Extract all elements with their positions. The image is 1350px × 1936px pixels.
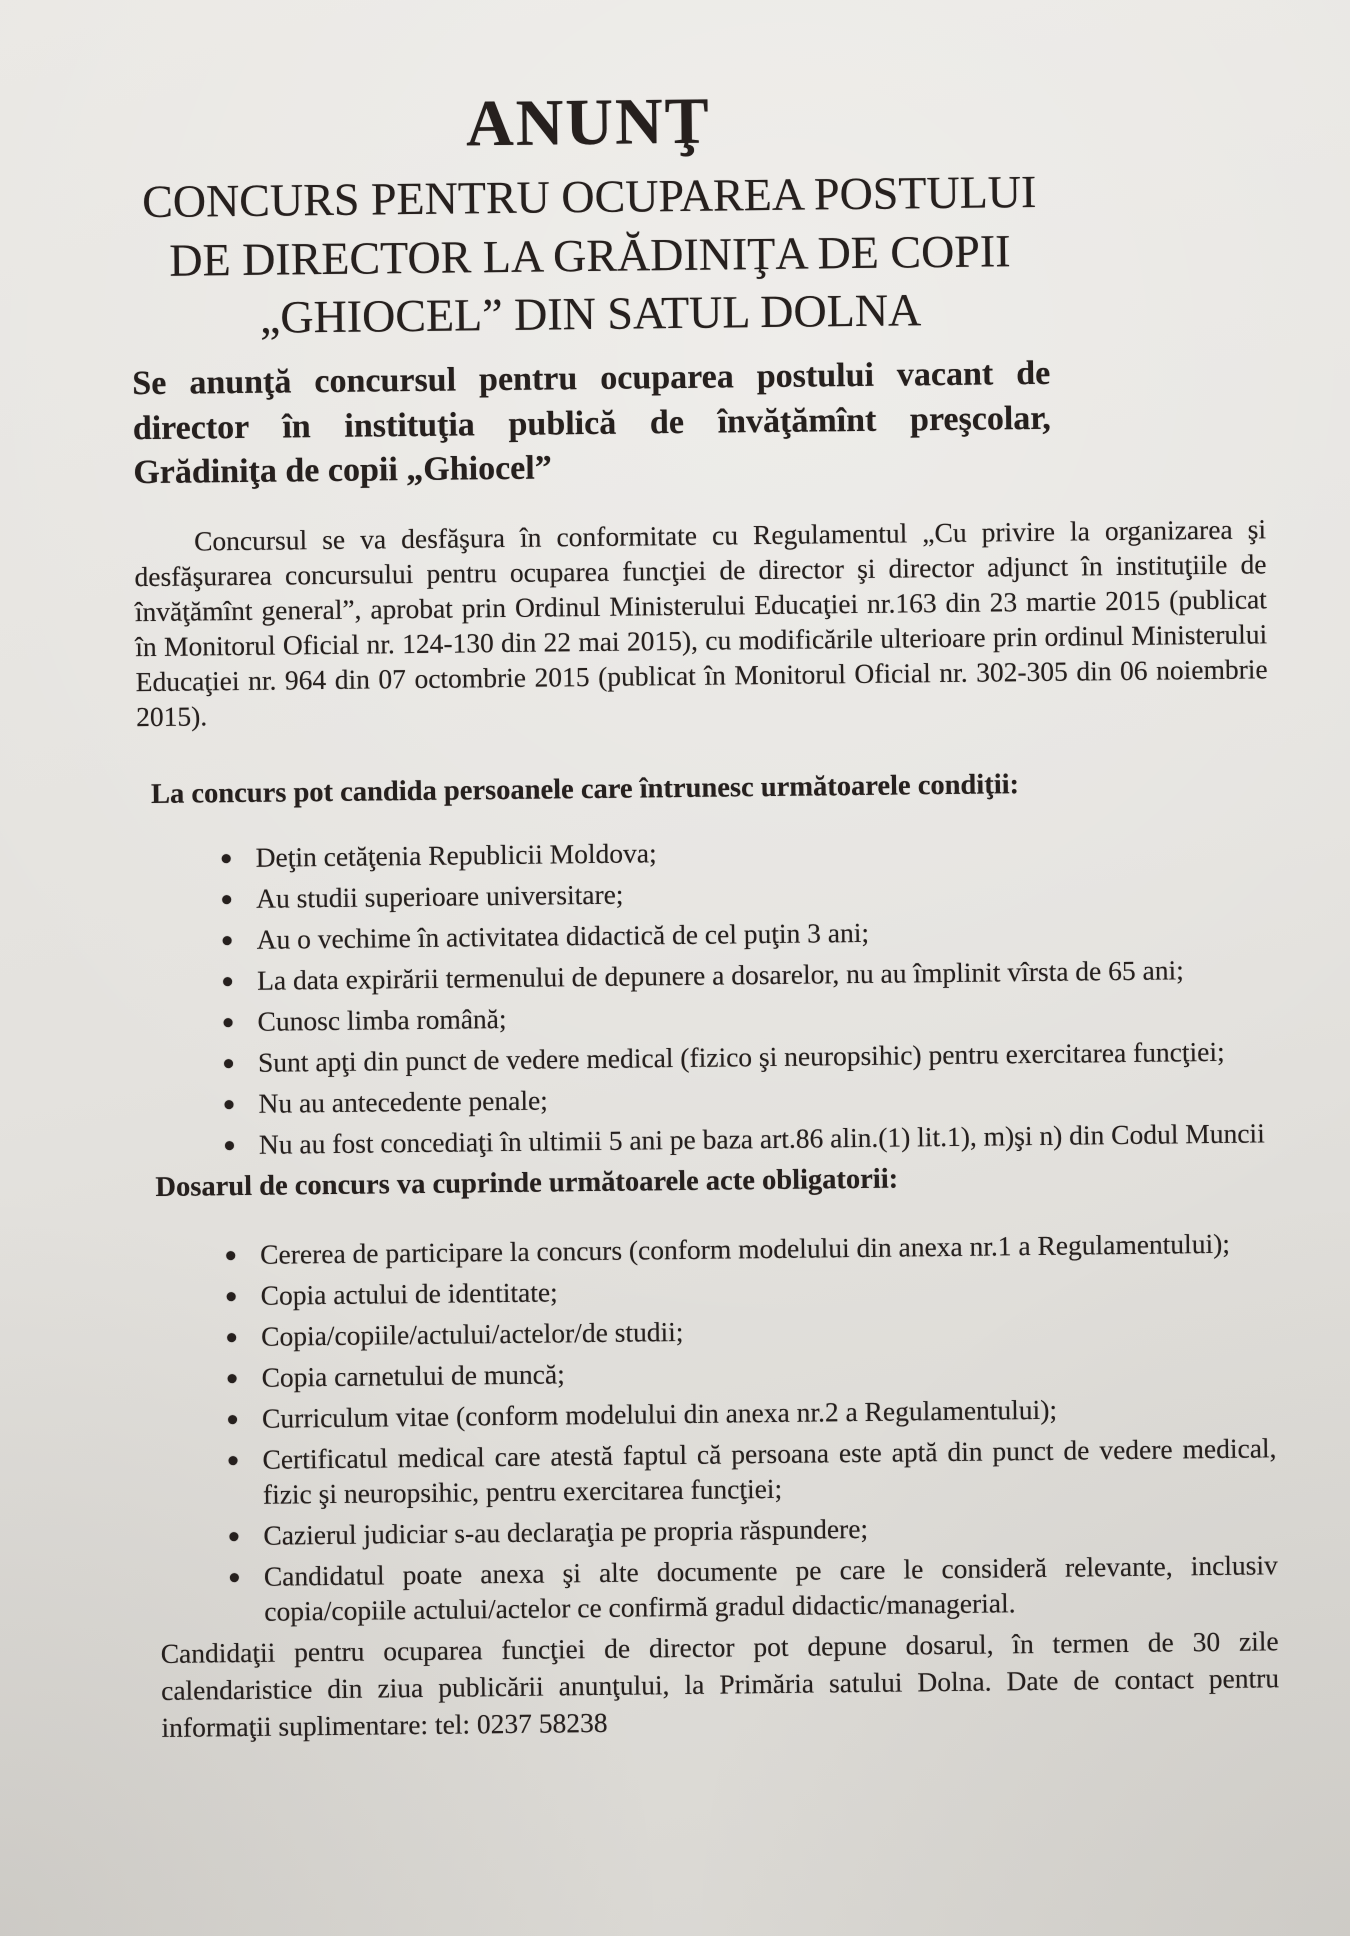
condition-item-text: Deţin cetăţenia Republicii Moldova; <box>255 837 657 874</box>
bullet-icon <box>228 1456 237 1465</box>
bullet-icon <box>229 1532 238 1541</box>
condition-item-text: Nu au antecedente penale; <box>258 1084 549 1119</box>
condition-item <box>219 952 1271 999</box>
bullet-icon <box>228 1415 237 1424</box>
dossier-item-text: Copia/copiile/actului/actelor/de studii; <box>260 1316 684 1352</box>
bullet-icon <box>230 1573 239 1582</box>
intro-paragraph: Concursul se va desfăşura în conformitate cu Regulamentul „Cu privire la organizarea şi desfăşurarea concursului pentru ocuparea funcţiei de director şi director adjunct în instituţiile de învăţămînt general”, aprobat prin Ordinul Ministerului Educaţiei nr.163 din 23 martie 2015 (publicat în Monitorul Oficial nr. 124-130 din 22 mai 2015), cu modificările ulterioare prin ordinul Ministerului Educaţiei nr. 964 din 07 octombrie 2015 (publicat în Monitorul Oficial nr. 302-305 din 06 noiembrie 2015). <box>134 513 1268 732</box>
condition-item <box>220 1034 1272 1081</box>
headline-block <box>129 82 1050 349</box>
dossier-heading: Dosarul de concurs va cuprinde următoarele acte obligatorii: <box>155 1163 899 1203</box>
bullet-icon <box>224 1100 233 1109</box>
bullet-icon <box>223 977 232 986</box>
dossier-item-text: Copia actului de identitate; <box>260 1276 558 1311</box>
condition-item-text: Cunosc limba română; <box>257 1002 507 1037</box>
closing-paragraph: Candidaţii pentru ocuparea funcţiei de director pot depune dosarul, în termen de 30 zile calendaristice din ziua publicării anunţului, la Primăria satului Dolna. Date de contact pentru informaţii suplimentare: tel: 0237 58238 <box>160 1625 1280 1743</box>
condition-item <box>220 1075 1272 1122</box>
bullet-icon <box>222 854 231 863</box>
bullet-icon <box>228 1374 237 1383</box>
dossier-item <box>224 1431 1277 1513</box>
dossier-item <box>226 1548 1279 1630</box>
bullet-icon <box>224 1018 233 1027</box>
dossier-item <box>222 1267 1274 1314</box>
bullet-icon <box>227 1292 236 1301</box>
condition-item <box>221 1116 1273 1163</box>
conditions-list <box>138 830 1274 1164</box>
dossier-item-text: Cererea de participare la concurs (conform modelului din anexa nr.1 a Regulamentului); <box>260 1227 1231 1270</box>
dossier-item-text: Cazierul judiciar s-au declaraţia pe propria răspundere; <box>263 1512 869 1551</box>
bullet-icon <box>222 895 231 904</box>
bullet-icon <box>223 936 232 945</box>
condition-item <box>218 870 1270 917</box>
condition-item-text: Sunt apţi din punct de vedere medical (fizico şi neuropsihic) pentru exercitarea funcţiei; <box>257 1035 1225 1078</box>
bullet-icon <box>224 1059 233 1068</box>
condition-item <box>219 993 1271 1040</box>
dossier-list <box>142 1226 1278 1630</box>
condition-item-text: La data expirării termenului de depunere a dosarelor, nu au împlinit vîrsta de 65 ani; <box>256 954 1184 996</box>
dossier-item-text: Candidatul poate anexa şi alte documente pe care le consideră relevante, inclusiv copia/copiile actului/actelor ce confirmă gradul didactic/managerial. <box>263 1548 1278 1627</box>
dossier-item-text: Certificatul medical care atestă faptul că persoana este aptă din punct de vedere medical, fizic şi neuropsihic, pentru exercitarea funcţiei; <box>262 1432 1277 1510</box>
document-title: ANUNŢ <box>465 84 712 161</box>
condition-item-text: Au o vechime în activitatea didactică de cel puţin 3 ani; <box>256 916 870 955</box>
bullet-icon <box>227 1333 236 1342</box>
document-subtitle: CONCURS PENTRU OCUPAREA POSTULUI DE DIRECTOR LA GRĂDINIŢA DE COPII „GHIOCEL” DIN SATUL DOLNA <box>141 166 1037 343</box>
condition-item-text: Nu au fost concediaţi în ultimii 5 ani pe baza art.86 alin.(1) lit.1), m)şi n) din Codul Muncii <box>258 1117 1265 1160</box>
condition-item-text: Au studii superioare universitare; <box>255 878 624 914</box>
dossier-item <box>225 1507 1277 1554</box>
bullet-icon <box>225 1141 234 1150</box>
dossier-item <box>222 1226 1274 1273</box>
condition-item <box>218 911 1270 958</box>
dossier-item <box>223 1308 1275 1355</box>
dossier-item-text: Copia carnetului de muncă; <box>261 1358 565 1393</box>
dossier-item-text: Curriculum vitae (conform modelului din anexa nr.2 a Regulamentului); <box>261 1393 1058 1434</box>
dossier-item <box>224 1390 1276 1437</box>
condition-item <box>218 830 1270 877</box>
lead-paragraph: Se anunţă concursul pentru ocuparea postului vacant de director în instituţia publică de învăţămînt preşcolar, Grădiniţa de copii „Ghiocel” <box>132 355 1051 492</box>
conditions-heading: La concurs pot candida persoanele care întrunesc următoarele condiţii: <box>150 768 1020 810</box>
bullet-icon <box>226 1251 235 1260</box>
dossier-item <box>223 1349 1275 1396</box>
